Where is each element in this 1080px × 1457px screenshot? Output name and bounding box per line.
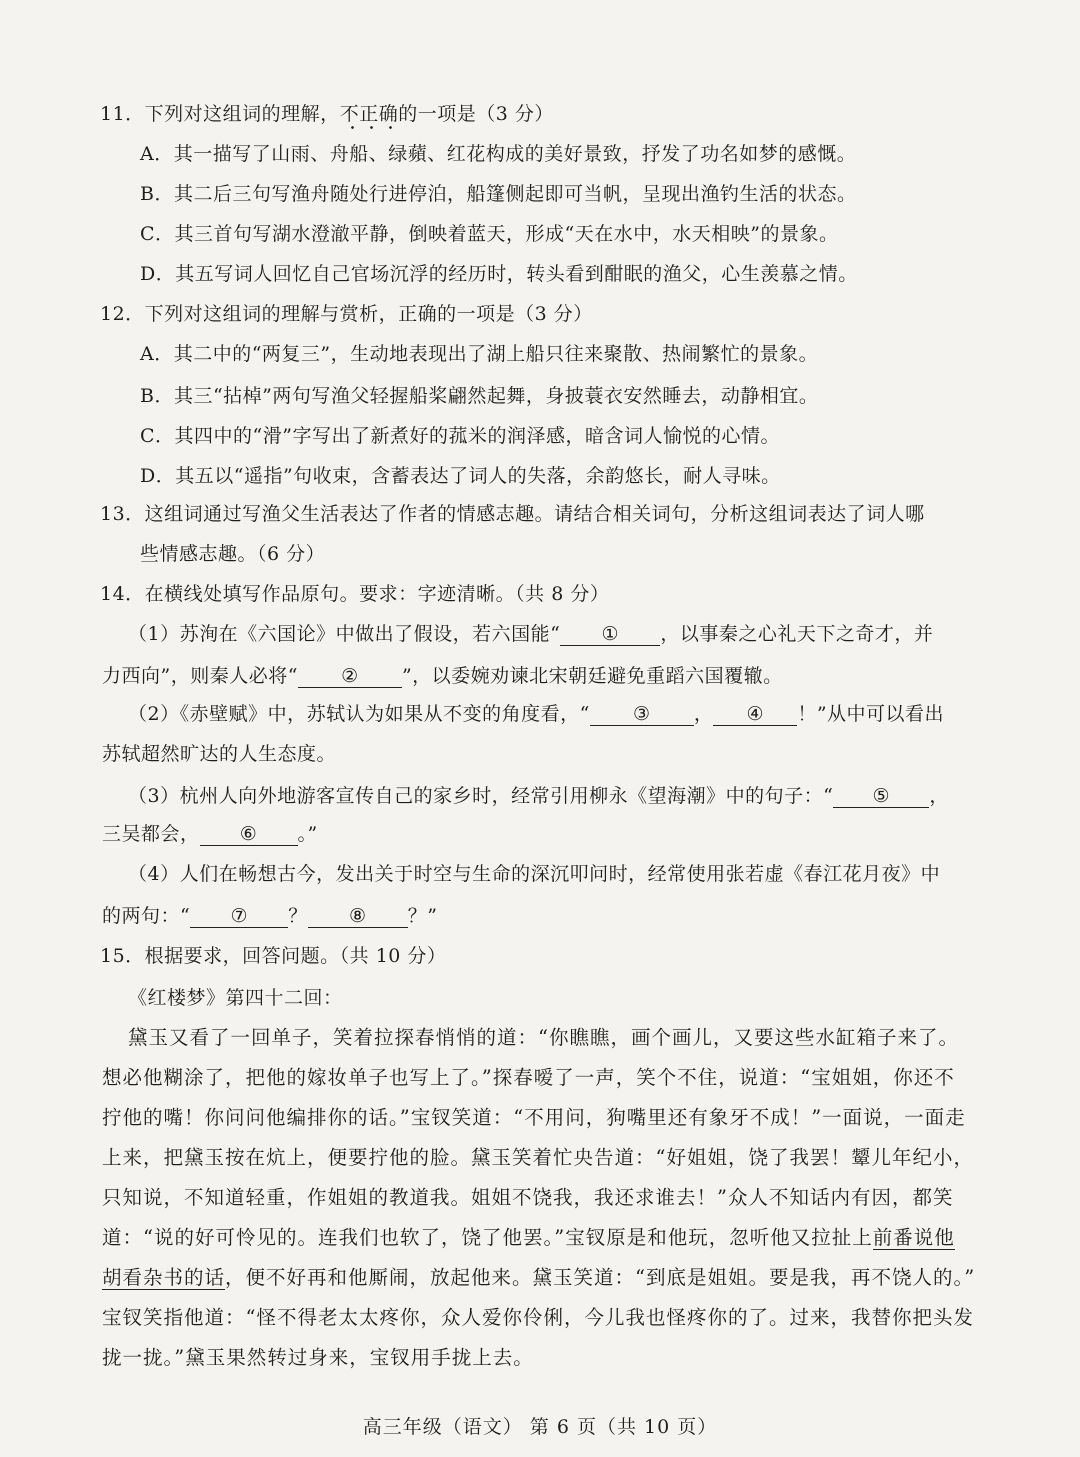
q11-option-d: D．其五写词人回忆自己官场沉浮的经历时，转头看到酣眠的渔父，心生羡慕之情。 (140, 263, 858, 285)
q11-option-c: C．其三首句写湖水澄澈平静，倒映着蓝天，形成“天在水中，水天相映”的景象。 (140, 223, 839, 245)
q14-part-3-cont: 三吴都会， ⑥ 。” (102, 823, 318, 845)
q14-part-2-cont: 苏轼超然旷达的人生态度。 (102, 743, 337, 765)
passage-line-8: 宝钗笑指他道：“怪不得老太太疼你，众人爱你伶俐，今儿我也怪疼你的了。过来，我替你把头发 (102, 1306, 974, 1329)
passage-line-2: 想必他糊涂了，把他的嫁妆单子也写上了。”探春嗳了一声，笑个不住，说道：“宝姐姐，你还不 (102, 1066, 955, 1089)
q13-line-1: 13．这组词通过写渔父生活表达了作者的情感志趣。请结合相关词句，分析这组词表达了词人哪 (100, 503, 925, 525)
q15-stem: 15．根据要求，回答问题。（共 10 分） (100, 945, 447, 967)
q12-option-d: D．其五以“遥指”句收束，含蓄表达了词人的失落，余韵悠长，耐人寻味。 (140, 465, 781, 487)
passage-line-3: 拧他的嘴！你问问他编排你的话。”宝钗笑道：“不用问，狗嘴里还有象牙不成！”一面说，一面走 (102, 1106, 966, 1129)
q12-option-a: A．其二中的“两复三”，生动地表现出了湖上船只往来聚散、热闹繁忙的景象。 (140, 343, 819, 365)
q11-option-b: B．其二后三句写渔舟随处行进停泊，船篷侧起即可当帆，呈现出渔钓生活的状态。 (140, 183, 857, 205)
passage-line-6: 道：“说的好可怜见的。连我们也软了，饶了他罢。”宝钗原是和他玩，忽听他又拉扯上前番说他 (102, 1226, 955, 1249)
page-footer: 高三年级（语文） 第 6 页（共 10 页） (362, 1416, 718, 1438)
q13-line-2: 些情感志趣。（6 分） (140, 543, 326, 565)
q12-option-b: B．其三“拈棹”两句写渔父轻握船桨翩然起舞，身披蓑衣安然睡去，动静相宜。 (140, 385, 819, 407)
answer-blank-2: ② (298, 665, 402, 688)
q11-stem: 11．下列对这组词的理解，不正确的一项是（3 分） (100, 103, 554, 125)
passage-line-5: 只知说，不知道轻重，作姐姐的教道我。姐姐不饶我，我还求谁去！”众人不知话内有因，都笑 (102, 1186, 954, 1209)
passage-line-1: 黛玉又看了一回单子，笑着拉探春悄悄的道：“你瞧瞧，画个画儿，又要这些水缸箱子来了。 (128, 1026, 959, 1049)
q11-option-a: A．其一描写了山雨、舟船、绿蘋、红花构成的美好景致，抒发了功名如梦的感慨。 (140, 143, 857, 165)
underlined-phrase: 前番说他 (872, 1226, 955, 1249)
emphasis-dots: 不正确 (339, 103, 399, 125)
answer-blank-3: ③ (590, 703, 694, 726)
q14-part-2: （2）《赤壁赋》中，苏轼认为如果从不变的角度看，“ ③ ， ④ ！”从中可以看出 (128, 703, 945, 725)
underlined-phrase: 胡看杂书的话 (102, 1266, 226, 1289)
passage-line-4: 上来，把黛玉按在炕上，便要拧他的脸。黛玉笑着忙央告道：“好姐姐，饶了我罢！颦儿年纪小， (102, 1146, 974, 1169)
passage-line-7: 胡看杂书的话，便不好再和他厮闹，放起他来。黛玉笑道：“到底是姐姐。要是我，再不饶人的。” (102, 1266, 976, 1289)
answer-blank-4: ④ (713, 703, 797, 726)
q12-option-c: C．其四中的“滑”字写出了新煮好的菰米的润泽感，暗含词人愉悦的心情。 (140, 425, 780, 447)
q14-part-4: （4）人们在畅想古今，发出关于时空与生命的深沉叩问时，经常使用张若虚《春江花月夜》中 (128, 863, 941, 885)
q12-stem: 12．下列对这组词的理解与赏析，正确的一项是（3 分） (100, 303, 593, 325)
answer-blank-1: ① (560, 623, 660, 646)
answer-blank-7: ⑦ (190, 905, 288, 928)
q15-source: 《红楼梦》第四十二回： (128, 987, 343, 1009)
q14-part-1-cont: 力西向”，则秦人必将“ ② ”，以委婉劝谏北宋朝廷避免重蹈六国覆辙。 (102, 665, 783, 687)
answer-blank-6: ⑥ (200, 823, 298, 846)
q14-part-4-cont: 的两句：“ ⑦ ？ ⑧ ？” (102, 905, 438, 927)
answer-blank-8: ⑧ (308, 905, 408, 928)
passage-line-9: 拢一拢。”黛玉果然转过身来，宝钗用手拢上去。 (102, 1346, 534, 1369)
answer-blank-5: ⑤ (833, 785, 929, 808)
q14-stem: 14．在横线处填写作品原句。要求：字迹清晰。（共 8 分） (100, 583, 610, 605)
q14-part-3: （3）杭州人向外地游客宣传自己的家乡时，经常引用柳永《望海潮》中的句子：“ ⑤ ， (128, 785, 949, 807)
q14-part-1: （1）苏洵在《六国论》中做出了假设，若六国能“ ① ，以事秦之心礼天下之奇才，并 (128, 623, 934, 645)
